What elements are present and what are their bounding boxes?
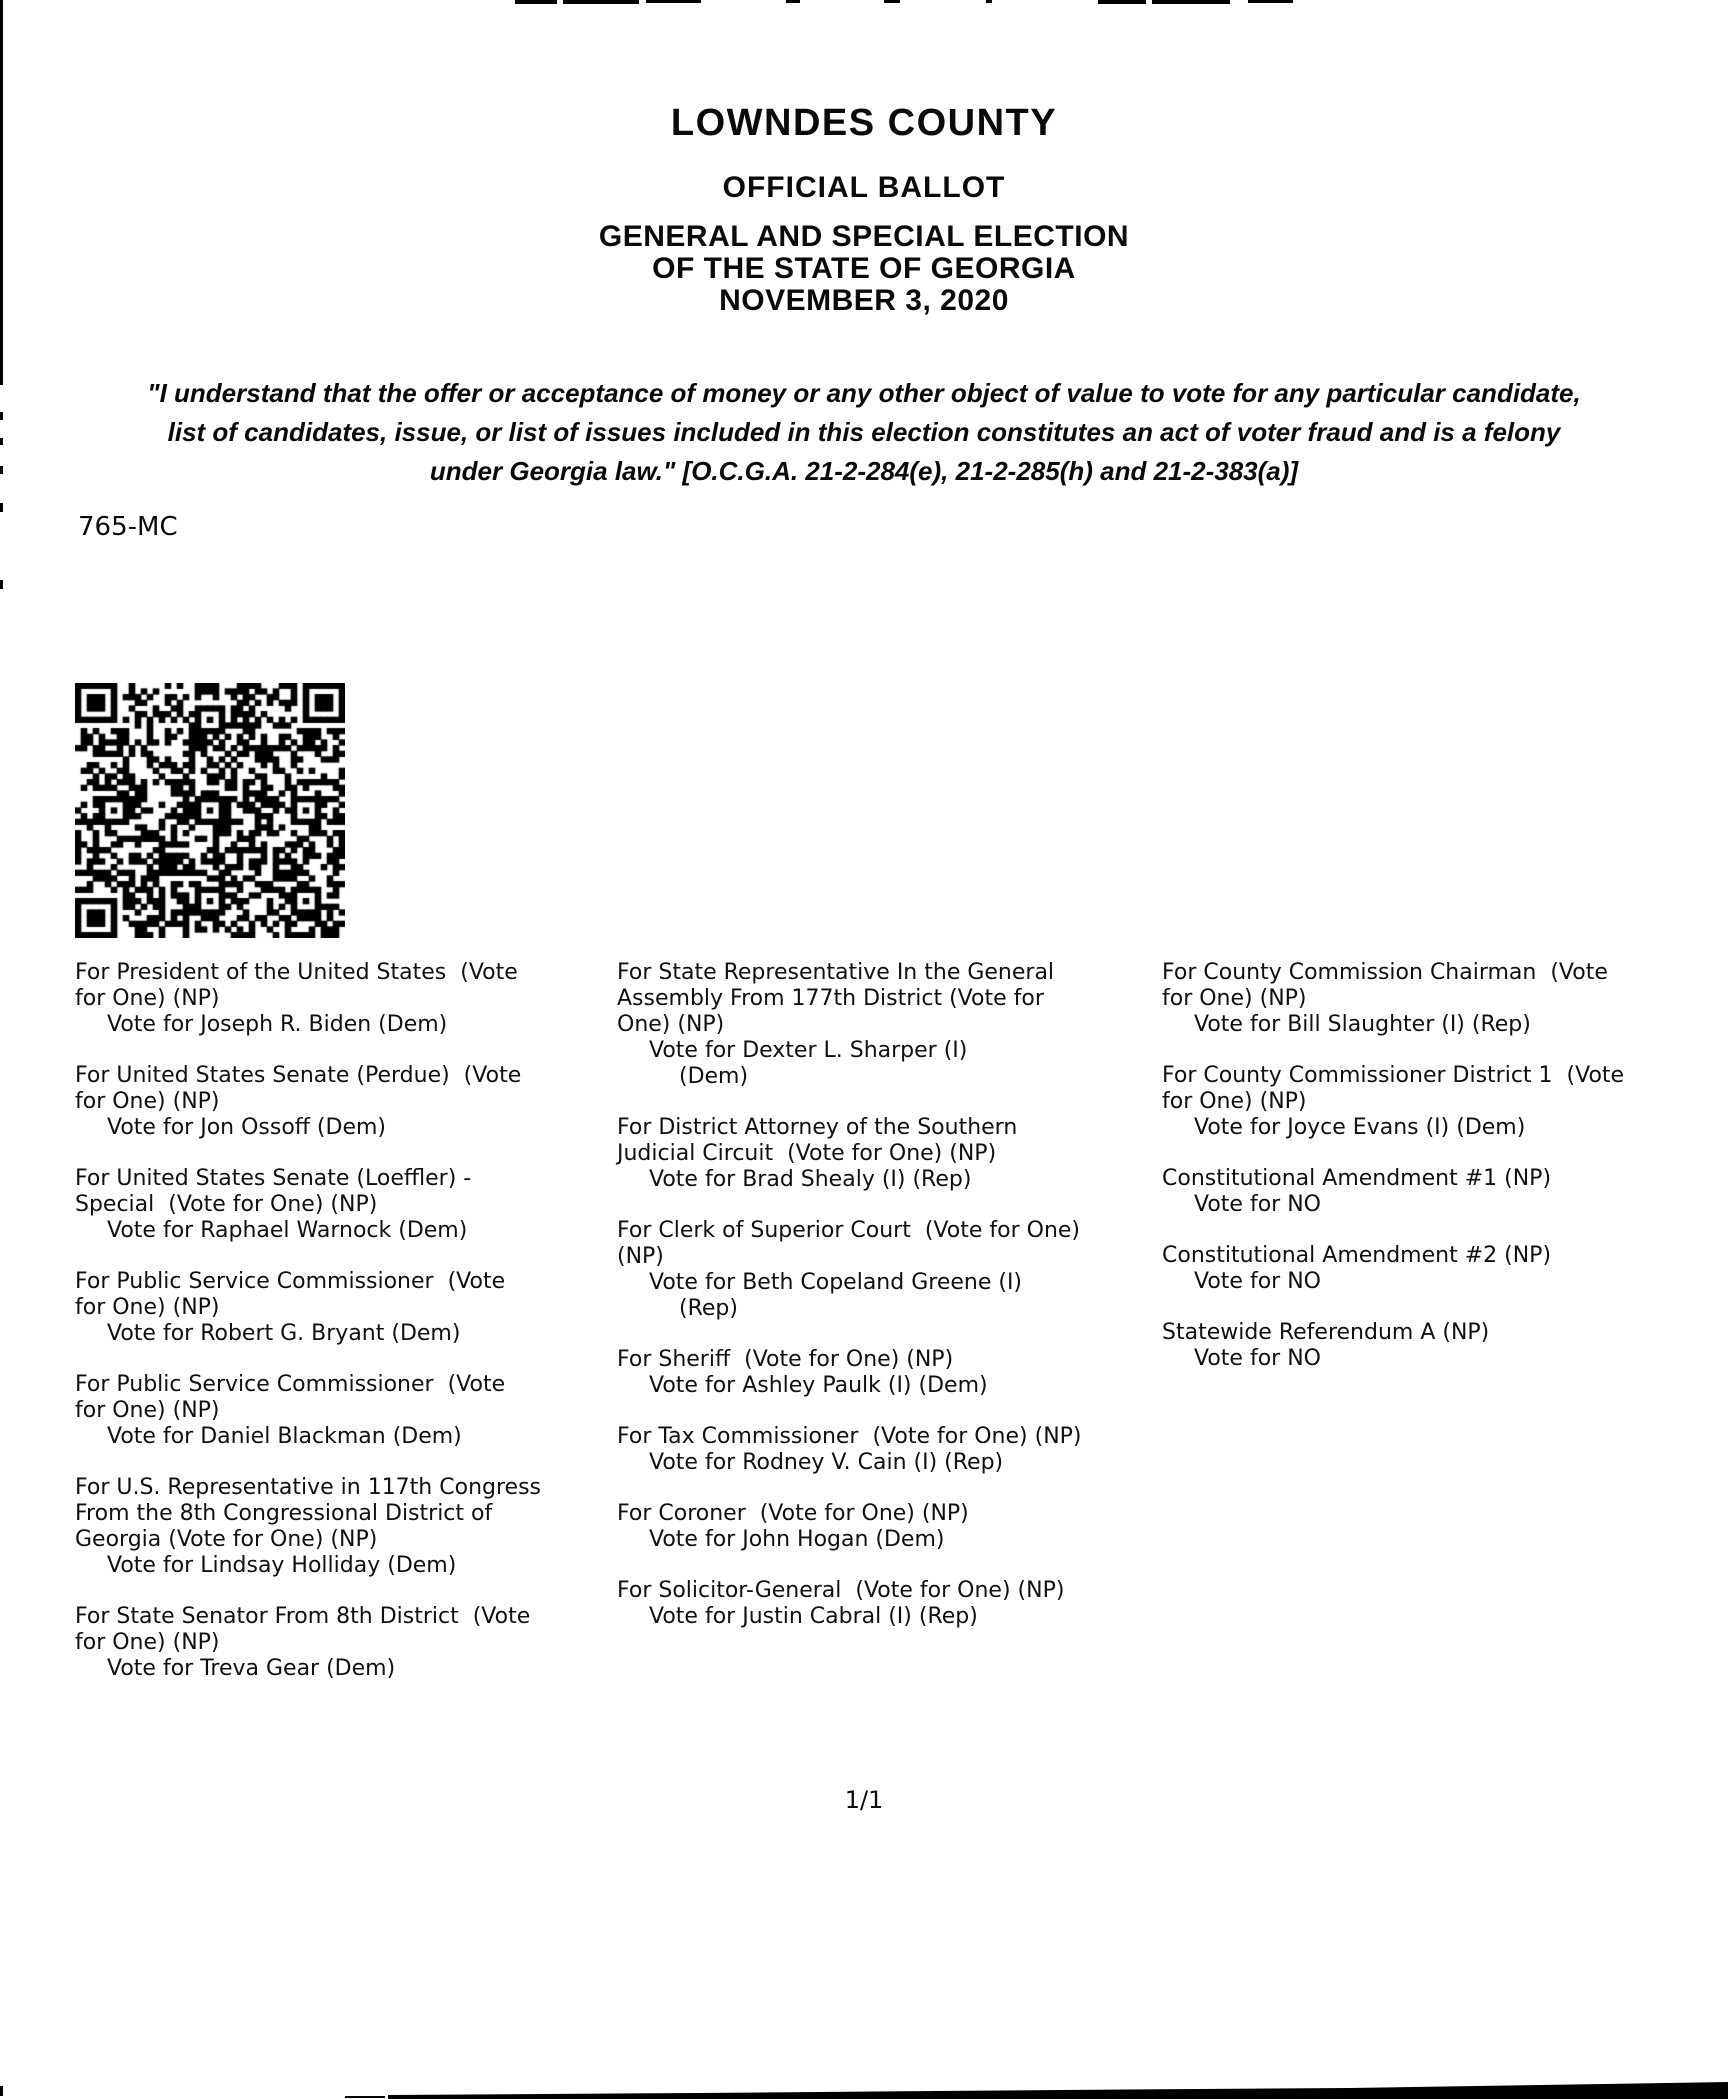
vote-selection-line: Vote for Brad Shealy (I) (Rep) xyxy=(649,1167,972,1192)
contest-item xyxy=(617,1115,1182,1193)
contest-item xyxy=(75,1372,640,1450)
contest-title-line: For President of the United States (Vote xyxy=(75,960,518,985)
vote-selection-line: Vote for Joyce Evans (I) (Dem) xyxy=(1194,1115,1526,1140)
fraud-disclaimer-line1: "I understand that the offer or acceptance of money or any other object of value to vote for any particular candidate, xyxy=(147,378,1581,408)
vote-selection-line: Vote for NO xyxy=(1194,1192,1321,1217)
election-title-line2: OF THE STATE OF GEORGIA xyxy=(652,252,1076,285)
contest-title-line: Judicial Circuit (Vote for One) (NP) xyxy=(617,1141,997,1166)
contest-title-line: Constitutional Amendment #2 (NP) xyxy=(1162,1243,1552,1268)
contest-title-line: For Sheriff (Vote for One) (NP) xyxy=(617,1347,954,1372)
fraud-disclaimer xyxy=(44,374,1684,491)
contest-title-line: Special (Vote for One) (NP) xyxy=(75,1192,378,1217)
contest-title-line: (NP) xyxy=(617,1244,664,1269)
contest-item xyxy=(617,1501,1182,1553)
election-date: NOVEMBER 3, 2020 xyxy=(719,284,1009,317)
contest-title-line: For Tax Commissioner (Vote for One) (NP) xyxy=(617,1424,1082,1449)
ballot-style-code: 765-MC xyxy=(78,512,178,542)
contest-title-line: for One) (NP) xyxy=(75,1295,220,1320)
contest-title-line: For Solicitor-General (Vote for One) (NP) xyxy=(617,1578,1065,1603)
contest-item xyxy=(75,1604,640,1682)
contest-title-line: for One) (NP) xyxy=(75,1630,220,1655)
scan-artifact-bottom-edge xyxy=(0,2079,1728,2099)
vote-selection-line: Vote for Treva Gear (Dem) xyxy=(107,1656,396,1681)
vote-selection-line: Vote for Lindsay Holliday (Dem) xyxy=(107,1553,457,1578)
county-title: LOWNDES COUNTY xyxy=(670,102,1058,144)
contest-title-line: For United States Senate (Loeffler) - xyxy=(75,1166,472,1191)
ballot-column-1 xyxy=(75,960,640,1707)
vote-selection-line: Vote for Joseph R. Biden (Dem) xyxy=(107,1012,448,1037)
contest-title-line: For Public Service Commissioner (Vote xyxy=(75,1269,506,1294)
qr-code xyxy=(75,683,345,938)
contest-title-line: Georgia (Vote for One) (NP) xyxy=(75,1527,378,1552)
ballot-column-2 xyxy=(617,960,1182,1655)
contest-title-line: for One) (NP) xyxy=(75,986,220,1011)
contest-title-line: For State Senator From 8th District (Vote xyxy=(75,1604,531,1629)
contest-title-line: From the 8th Congressional District of xyxy=(75,1501,493,1526)
contest-title-line: Constitutional Amendment #1 (NP) xyxy=(1162,1166,1552,1191)
ballot-type-title: OFFICIAL BALLOT xyxy=(722,171,1006,204)
contest-title-line: For United States Senate (Perdue) (Vote xyxy=(75,1063,522,1088)
contest-columns xyxy=(0,960,1728,1720)
contest-item xyxy=(1162,1320,1727,1372)
contest-item xyxy=(617,1578,1182,1630)
contest-item xyxy=(617,960,1182,1090)
vote-selection-line: (Rep) xyxy=(679,1296,738,1321)
vote-selection-line: Vote for Beth Copeland Greene (I) xyxy=(649,1270,1023,1295)
vote-selection-line: Vote for Raphael Warnock (Dem) xyxy=(107,1218,468,1243)
election-title-line1: GENERAL AND SPECIAL ELECTION xyxy=(598,220,1130,253)
contest-title-line: For County Commission Chairman (Vote xyxy=(1162,960,1608,985)
contest-item xyxy=(617,1218,1182,1322)
contest-title-line: For District Attorney of the Southern xyxy=(617,1115,1018,1140)
contest-title-line: For Coroner (Vote for One) (NP) xyxy=(617,1501,969,1526)
contest-title-line: For Clerk of Superior Court (Vote for One) xyxy=(617,1218,1080,1243)
contest-item xyxy=(75,1166,640,1244)
election-title xyxy=(0,221,1728,317)
page-number: 1/1 xyxy=(844,1786,884,1814)
contest-item xyxy=(1162,1063,1727,1141)
vote-selection-line: Vote for Bill Slaughter (I) (Rep) xyxy=(1194,1012,1531,1037)
contest-title-line: For County Commissioner District 1 (Vote xyxy=(1162,1063,1625,1088)
contest-title-line: for One) (NP) xyxy=(75,1398,220,1423)
contest-item xyxy=(617,1424,1182,1476)
vote-selection-line: Vote for Ashley Paulk (I) (Dem) xyxy=(649,1373,988,1398)
contest-item xyxy=(1162,960,1727,1038)
contest-title-line: One) (NP) xyxy=(617,1012,725,1037)
contest-title-line: For U.S. Representative in 117th Congress xyxy=(75,1475,541,1500)
contest-title-line: for One) (NP) xyxy=(1162,1089,1307,1114)
vote-selection-line: Vote for Robert G. Bryant (Dem) xyxy=(107,1321,461,1346)
vote-selection-line: Vote for Rodney V. Cain (I) (Rep) xyxy=(649,1450,1004,1475)
vote-selection-line: (Dem) xyxy=(679,1064,749,1089)
vote-selection-line: Vote for NO xyxy=(1194,1346,1321,1371)
fraud-disclaimer-line2: list of candidates, issue, or list of issues included in this election constitutes an act of voter fraud and is a felony xyxy=(167,417,1561,447)
vote-selection-line: Vote for Dexter L. Sharper (I) xyxy=(649,1038,968,1063)
contest-item xyxy=(617,1347,1182,1399)
contest-item xyxy=(75,1475,640,1579)
contest-item xyxy=(1162,1166,1727,1218)
vote-selection-line: Vote for Justin Cabral (I) (Rep) xyxy=(649,1604,978,1629)
contest-item xyxy=(75,1063,640,1141)
vote-selection-line: Vote for NO xyxy=(1194,1269,1321,1294)
vote-selection-line: Vote for Jon Ossoff (Dem) xyxy=(107,1115,387,1140)
contest-title-line: For State Representative In the General xyxy=(617,960,1055,985)
fraud-disclaimer-line3: under Georgia law." [O.C.G.A. 21-2-284(e), 21-2-285(h) and 21-2-383(a)] xyxy=(429,456,1299,486)
ballot-column-3 xyxy=(1162,960,1727,1397)
vote-selection-line: Vote for Daniel Blackman (Dem) xyxy=(107,1424,462,1449)
contest-title-line: for One) (NP) xyxy=(1162,986,1307,1011)
contest-item xyxy=(75,1269,640,1347)
contest-item xyxy=(75,960,640,1038)
vote-selection-line: Vote for John Hogan (Dem) xyxy=(649,1527,945,1552)
contest-title-line: For Public Service Commissioner (Vote xyxy=(75,1372,506,1397)
contest-title-line: Statewide Referendum A (NP) xyxy=(1162,1320,1490,1345)
contest-title-line: Assembly From 177th District (Vote for xyxy=(617,986,1044,1011)
contest-title-line: for One) (NP) xyxy=(75,1089,220,1114)
contest-item xyxy=(1162,1243,1727,1295)
